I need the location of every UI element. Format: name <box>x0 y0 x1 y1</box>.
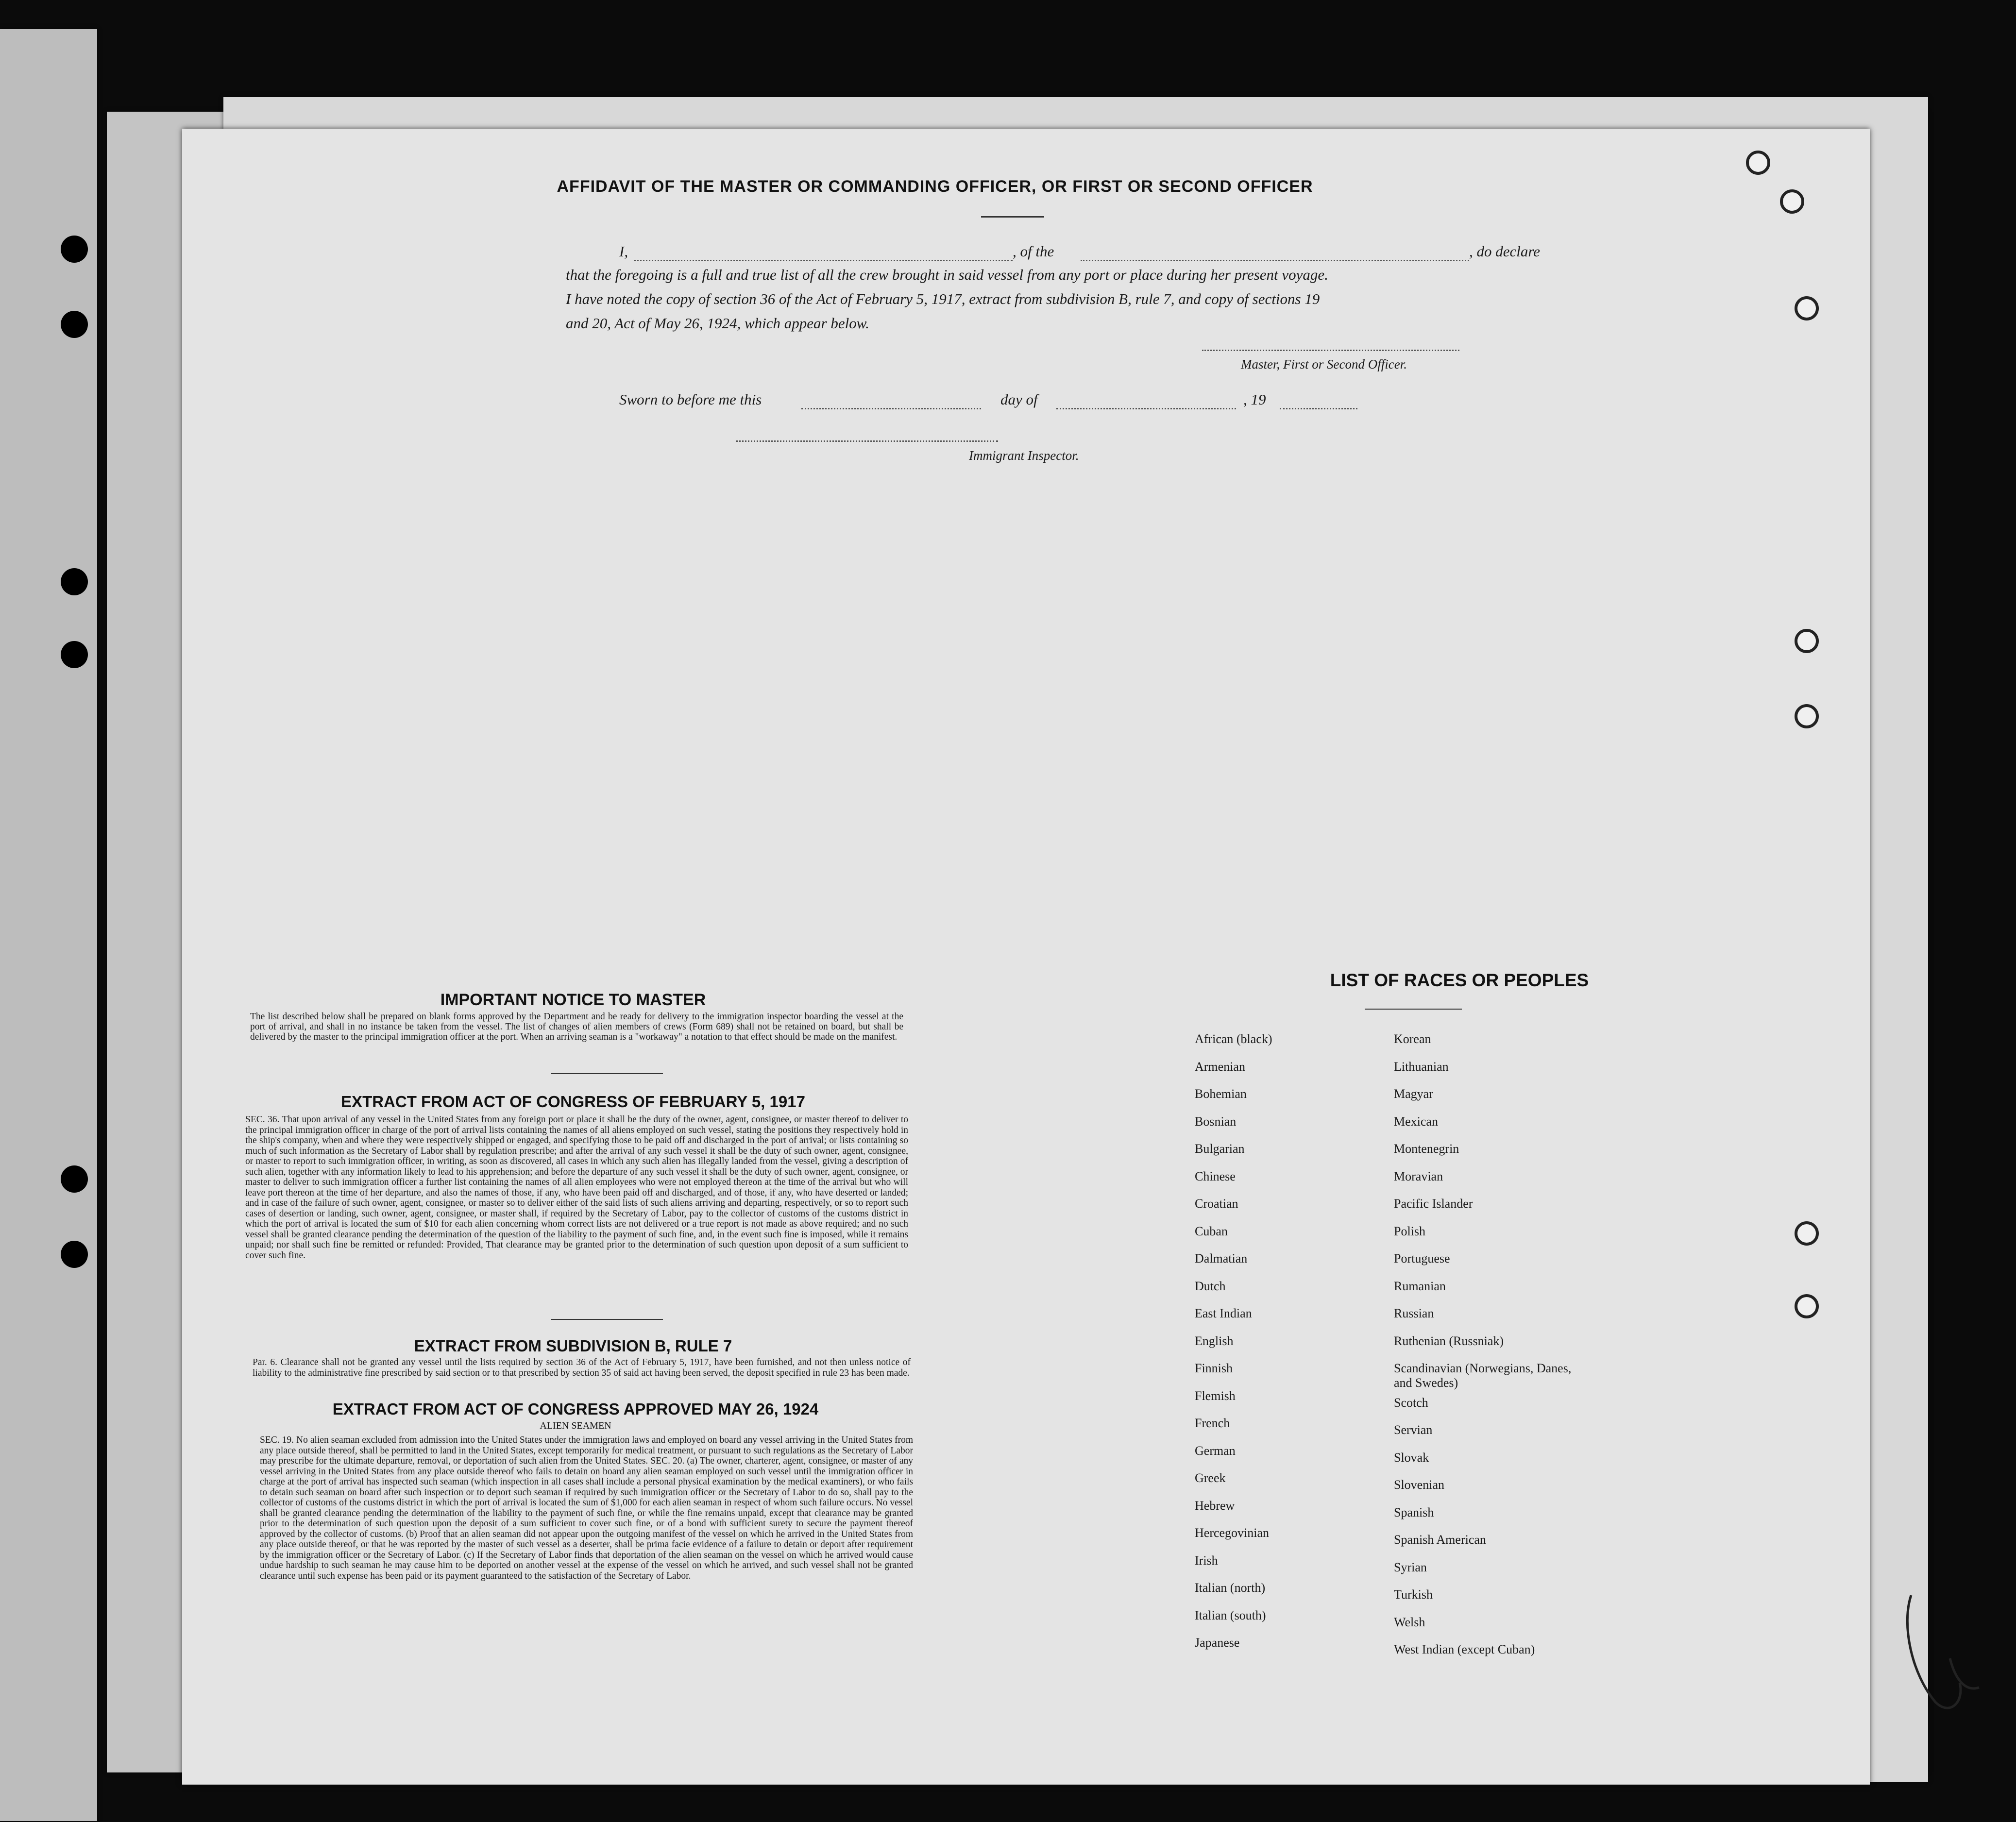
year-text: , 19 <box>1243 391 1266 408</box>
punch-hole <box>61 641 88 668</box>
notice-title: IMPORTANT NOTICE TO MASTER <box>440 991 706 1009</box>
race-item: Greek <box>1195 1471 1226 1485</box>
race-item: Scotch <box>1394 1395 1428 1410</box>
inspector-line <box>736 440 998 442</box>
race-item: East Indian <box>1195 1306 1252 1320</box>
race-item: Slovenian <box>1394 1478 1444 1492</box>
affidavit-i: I, <box>619 243 628 260</box>
divider <box>981 216 1044 218</box>
affidavit-declare: , do declare <box>1469 243 1541 260</box>
binder-strip <box>0 29 97 1821</box>
extract-1924-text: SEC. 19. No alien seaman excluded from admission into the United States under the immigration laws and employed on board any vessel arriving in the United States from any place outside thereof, shall be permitted to land in the United States, except temporarily for medical treatment, or pursuant to such regulations as the Secretary of Labor may prescribe for the ultimate departure, removal, or deportation of such alien from the United States. SEC. 20. (a) The owner, charterer, agent, consignee, or master of any vessel arriving in the United States from any place outside thereof who fails to detain on board any alien seaman employed on such vessel until the immigration officer in charge at the port of arrival has inspected such seaman (which inspection in all cases shall include a personal physical examination by the medical examiners), or who fails to detain such seaman on board after such inspection or to deport such seaman if required by such immigration officer or the Secretary of Labor to do so, shall pay to the collector of customs of the customs district in which the port of arrival is located the sum of $1,000 for each alien seaman in respect of whom such failure occurs. No vessel shall be granted clearance pending the determination of the liability to the payment of such fine, or while the fine remains unpaid, except that clearance may be granted prior to the determination of such question upon the deposit of a sum sufficient to cover such fine, or of a bond with sufficient surety to secure the payment thereof approved by the collector of customs. (b) Proof that an alien seaman did not appear upon the outgoing manifest of the vessel on which he arrived in the United States from any place outside thereof, or that he was reported by the master of such vessel as a deserter, shall be prima facie evidence of a failure to detain or deport after requirement by the immigration officer or the Secretary of Labor. (c) If the Secretary of Labor finds that deportation of the alien seaman on the vessel on which he arrived would cause undue hardship to such seaman he may cause him to be deported on another vessel at the expense of the vessel on which he arrived, and such vessel shall not be granted clearance until such expense has been paid or its payment guaranteed to the satisfaction of the Secretary of Labor. <box>260 1435 913 1581</box>
race-item: Moravian <box>1394 1169 1443 1183</box>
race-item: Finnish <box>1195 1361 1233 1375</box>
race-item: Croatian <box>1195 1197 1238 1211</box>
handwritten-mark <box>1892 1586 1999 1721</box>
affidavit-page <box>182 129 1870 1785</box>
rule7-title: EXTRACT FROM SUBDIVISION B, RULE 7 <box>414 1337 732 1355</box>
affidavit-line-2: that the foregoing is a full and true list of all the crew brought in said vessel from any port or place during her present voyage. <box>566 266 1328 283</box>
rule7-text: Par. 6. Clearance shall not be granted any vessel until the lists required by section 36 of the Act of February 5, 1917, have been furnished, and not then unless notice of liability to the administrative fine prescribed by said section or to that prescribed by section 35 of said act having been served, the deposit specified in rule 23 has been made. <box>253 1357 911 1378</box>
race-item: Dalmatian <box>1195 1251 1248 1265</box>
year-blank <box>1280 408 1357 409</box>
race-item: German <box>1195 1443 1236 1458</box>
ring-hole <box>1780 189 1804 214</box>
month-blank <box>1056 408 1236 409</box>
race-item: Korean <box>1394 1032 1431 1046</box>
races-title: LIST OF RACES OR PEOPLES <box>1330 970 1589 990</box>
divider <box>551 1319 663 1320</box>
extract-1917-text: SEC. 36. That upon arrival of any vessel in the United States from any foreign port or place it shall be the duty of the owner, agent, consignee, or master thereof to deliver to the principal immigration officer in charge of the port of arrival lists containing the names of all aliens employed on such vessel, stating the positions they respectively hold in the ship's company, when and where they were respectively shipped or engaged, and specifying those to be paid off and discharged in the port of arrival; or lists containing so much of such information as the Secretary of Labor shall by regulation prescribe; and after the arrival of any such vessel it shall be the duty of such owner, agent, consignee, or master to report to such immigration officer, in writing, as soon as discovered, all cases in which any such alien has illegally landed from the vessel, giving a description of such alien, together with any information likely to lead to his apprehension; and before the departure of any such vessel it shall be the duty of such owner, agent, consignee, or master to deliver to such immigration officer a further list containing the names of all alien employees who were not employed thereon at the time of the arrival but who will leave port thereon at the time of her departure, and also the names of those, if any, who have been paid off and discharged, and of those, if any, who have deserted or landed; and in case of the failure of such owner, agent, consignee, or master so to deliver either of the said lists of such aliens arriving and departing, respectively, or so to report such cases of desertion or landing, such owner, agent, consignee, or master shall, if required by the Secretary of Labor, pay to the collector of customs of the customs district in which the port of arrival is located the sum of $10 for each alien concerning whom correct lists are not delivered or a true report is not made as above required; and no such vessel shall be granted clearance pending the determination of the question of the liability to the payment of such fine, and, in the event such fine is imposed, while it remains unpaid; nor shall such fine be remitted or refunded: Provided, That clearance may be granted prior to the determination of such question upon deposit of a sum sufficient to cover such fine. <box>245 1114 908 1261</box>
punch-hole <box>61 1165 88 1193</box>
notice-text: The list described below shall be prepared on blank forms approved by the Department and be ready for delivery to the immigration inspector boarding the vessel at the port of arrival, and shall in no instance be taken from the vessel. The list of changes of alien members of crews (Form 689) shall not be retained on board, but shall be delivered by the master to the principal immigration officer at the port. When an arriving seaman is a "workaway" a notation to that effect should be made on the manifest. <box>250 1012 903 1042</box>
alien-seamen-subtitle: ALIEN SEAMEN <box>540 1420 611 1431</box>
race-item: African (black) <box>1195 1032 1272 1046</box>
vessel-blank <box>1081 260 1469 261</box>
race-item: English <box>1195 1333 1234 1348</box>
race-item: Chinese <box>1195 1169 1236 1183</box>
race-item: Irish <box>1195 1553 1218 1568</box>
punch-hole <box>61 236 88 263</box>
name-blank <box>634 260 1013 261</box>
race-item: West Indian (except Cuban) <box>1394 1642 1535 1656</box>
race-item: Bohemian <box>1195 1087 1247 1101</box>
affidavit-line-3: I have noted the copy of section 36 of the Act of February 5, 1917, extract from subdivision B, rule 7, and copy of sections 19 <box>566 290 1320 307</box>
race-item: Syrian <box>1394 1560 1427 1574</box>
ring-hole <box>1746 151 1770 175</box>
punch-hole <box>61 568 88 595</box>
ring-hole <box>1795 704 1819 728</box>
inspector-label: Immigrant Inspector. <box>969 448 1079 463</box>
race-item: Bulgarian <box>1195 1142 1245 1156</box>
race-item: Turkish <box>1394 1587 1433 1602</box>
race-item: Spanish American <box>1394 1533 1486 1547</box>
affidavit-line-4: and 20, Act of May 26, 1924, which appear below. <box>566 315 869 332</box>
race-item: Hercegovinian <box>1195 1526 1270 1540</box>
punch-hole <box>61 311 88 338</box>
race-item: Flemish <box>1195 1388 1236 1403</box>
race-item: Slovak <box>1394 1450 1429 1465</box>
signature-line <box>1202 350 1459 351</box>
race-item: Montenegrin <box>1394 1142 1459 1156</box>
divider <box>1365 1009 1462 1010</box>
race-item: Rumanian <box>1394 1279 1446 1293</box>
extract-1917-title: EXTRACT FROM ACT OF CONGRESS OF FEBRUARY 5, 1917 <box>341 1093 805 1111</box>
race-item: Italian (north) <box>1195 1581 1266 1595</box>
day-of-text: day of <box>1000 391 1038 408</box>
ring-hole <box>1795 1221 1819 1246</box>
race-item: Dutch <box>1195 1279 1226 1293</box>
race-item: Scandinavian (Norwegians, Danes, and Swedes) <box>1394 1361 1572 1390</box>
affidavit-title: AFFIDAVIT OF THE MASTER OR COMMANDING OFFICER, OR FIRST OR SECOND OFFICER <box>557 177 1313 196</box>
race-item: Mexican <box>1394 1114 1438 1129</box>
punch-hole <box>61 1241 88 1268</box>
affidavit-of-the: , of the <box>1013 243 1054 260</box>
ring-hole <box>1795 1294 1819 1318</box>
race-item: Polish <box>1394 1224 1426 1238</box>
race-item: Spanish <box>1394 1505 1434 1519</box>
race-item: Italian (south) <box>1195 1608 1266 1622</box>
sworn-text: Sworn to before me this <box>619 391 762 408</box>
race-item: Pacific Islander <box>1394 1197 1473 1211</box>
race-item: Russian <box>1394 1306 1434 1320</box>
race-item: Armenian <box>1195 1059 1245 1074</box>
ring-hole <box>1795 629 1819 653</box>
race-item: French <box>1195 1416 1230 1430</box>
race-item: Servian <box>1394 1423 1433 1437</box>
extract-1924-title: EXTRACT FROM ACT OF CONGRESS APPROVED MAY 26, 1924 <box>332 1400 819 1418</box>
ring-hole <box>1795 296 1819 321</box>
race-item: Bosnian <box>1195 1114 1237 1129</box>
race-item: Lithuanian <box>1394 1059 1449 1074</box>
race-item: Magyar <box>1394 1087 1433 1101</box>
race-item: Cuban <box>1195 1224 1228 1238</box>
race-item: Japanese <box>1195 1636 1240 1650</box>
race-item: Ruthenian (Russniak) <box>1394 1333 1504 1348</box>
race-item: Welsh <box>1394 1615 1425 1629</box>
signature-label: Master, First or Second Officer. <box>1241 357 1407 371</box>
race-item: Portuguese <box>1394 1251 1450 1265</box>
day-blank <box>801 408 981 409</box>
race-item: Hebrew <box>1195 1498 1235 1513</box>
divider <box>551 1073 663 1074</box>
